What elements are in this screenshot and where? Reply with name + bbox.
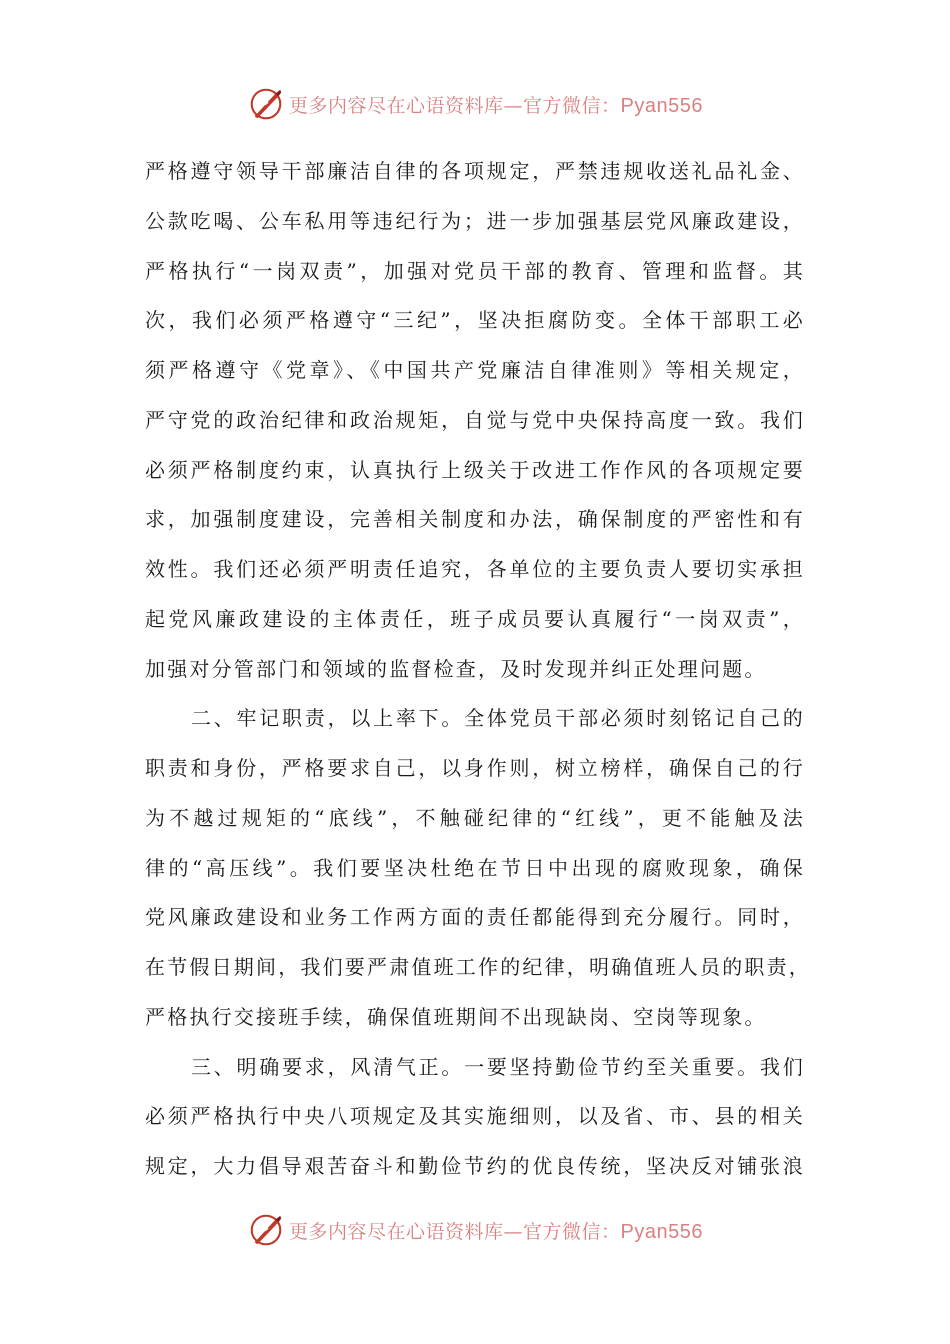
body-line: 在节假日期间，我们要严肃值班工作的纪律，明确值班人员的职责， bbox=[145, 955, 811, 979]
body-line: 效性。我们还必须严明责任追究，各单位的主要负责人要切实承担 bbox=[145, 557, 805, 581]
pen-circle-logo-icon bbox=[247, 85, 285, 123]
header-watermark bbox=[0, 84, 950, 124]
watermark-separator: — bbox=[503, 1220, 524, 1243]
body-line: 求，加强制度建设，完善相关制度和办法，确保制度的严密性和有 bbox=[145, 507, 805, 532]
section-two-first-line: 二、牢记职责，以上率下。全体党员干部必须时刻铭记自己的 bbox=[191, 706, 805, 731]
body-line: 必须严格制度约束，认真执行上级关于改进工作作风的各项规定要 bbox=[145, 457, 805, 482]
footer-watermark bbox=[0, 1210, 950, 1250]
section-three-first-line: 三、明确要求，风清气正。一要坚持勤俭节约至关重要。我们 bbox=[191, 1054, 805, 1079]
body-line: 党风廉政建设和业务工作两方面的责任都能得到充分履行。同时， bbox=[145, 905, 805, 930]
body-line: 严格遵守领导干部廉洁自律的各项规定，严禁违规收送礼品礼金、 bbox=[145, 159, 805, 183]
watermark-site-text: 更多内容尽在心语资料库 bbox=[289, 1220, 504, 1243]
body-line: 为不越过规矩的“底线”，不触碰纪律的“红线”，更不能触及法 bbox=[145, 805, 805, 830]
watermark-contact-handle: Pyan556 bbox=[620, 1220, 703, 1243]
watermark-contact-label: 官方微信： bbox=[523, 94, 621, 117]
watermark-site-text: 更多内容尽在心语资料库 bbox=[289, 94, 504, 117]
body-line: 次，我们必须严格遵守“三纪”，坚决拒腐防变。全体干部职工必 bbox=[145, 308, 805, 333]
body-line: 必须严格执行中央八项规定及其实施细则，以及省、市、县的相关 bbox=[145, 1104, 805, 1129]
body-line: 律的“高压线”。我们要坚决杜绝在节日中出现的腐败现象，确保 bbox=[145, 855, 805, 880]
body-line: 严格执行交接班手续，确保值班期间不出现缺岗、空岗等现象。 bbox=[145, 1004, 767, 1029]
document-body bbox=[145, 147, 811, 1192]
watermark-contact-handle: Pyan556 bbox=[620, 94, 703, 117]
body-line: 严格执行“一岗双责”，加强对党员干部的教育、管理和监督。其 bbox=[145, 258, 805, 283]
body-line: 起党风廉政建设的主体责任，班子成员要认真履行“一岗双责”， bbox=[145, 606, 805, 631]
body-line: 公款吃喝、公车私用等违纪行为；进一步加强基层党风廉政建设， bbox=[145, 208, 805, 233]
body-line: 职责和身份，严格要求自己，以身作则，树立榜样，确保自己的行 bbox=[145, 756, 805, 780]
body-line: 加强对分管部门和领域的监督检查，及时发现并纠正处理问题。 bbox=[145, 656, 767, 681]
body-line: 严守党的政治纪律和政治规矩，自觉与党中央保持高度一致。我们 bbox=[145, 407, 805, 432]
pen-circle-logo-icon bbox=[247, 1211, 285, 1249]
body-line: 规定，大力倡导艰苦奋斗和勤俭节约的优良传统，坚决反对铺张浪 bbox=[145, 1154, 805, 1178]
watermark-contact-label: 官方微信： bbox=[523, 1220, 621, 1243]
watermark-separator: — bbox=[503, 94, 524, 117]
body-line: 须严格遵守《党章》、《中国共产党廉洁自律准则》等相关规定， bbox=[145, 358, 805, 382]
